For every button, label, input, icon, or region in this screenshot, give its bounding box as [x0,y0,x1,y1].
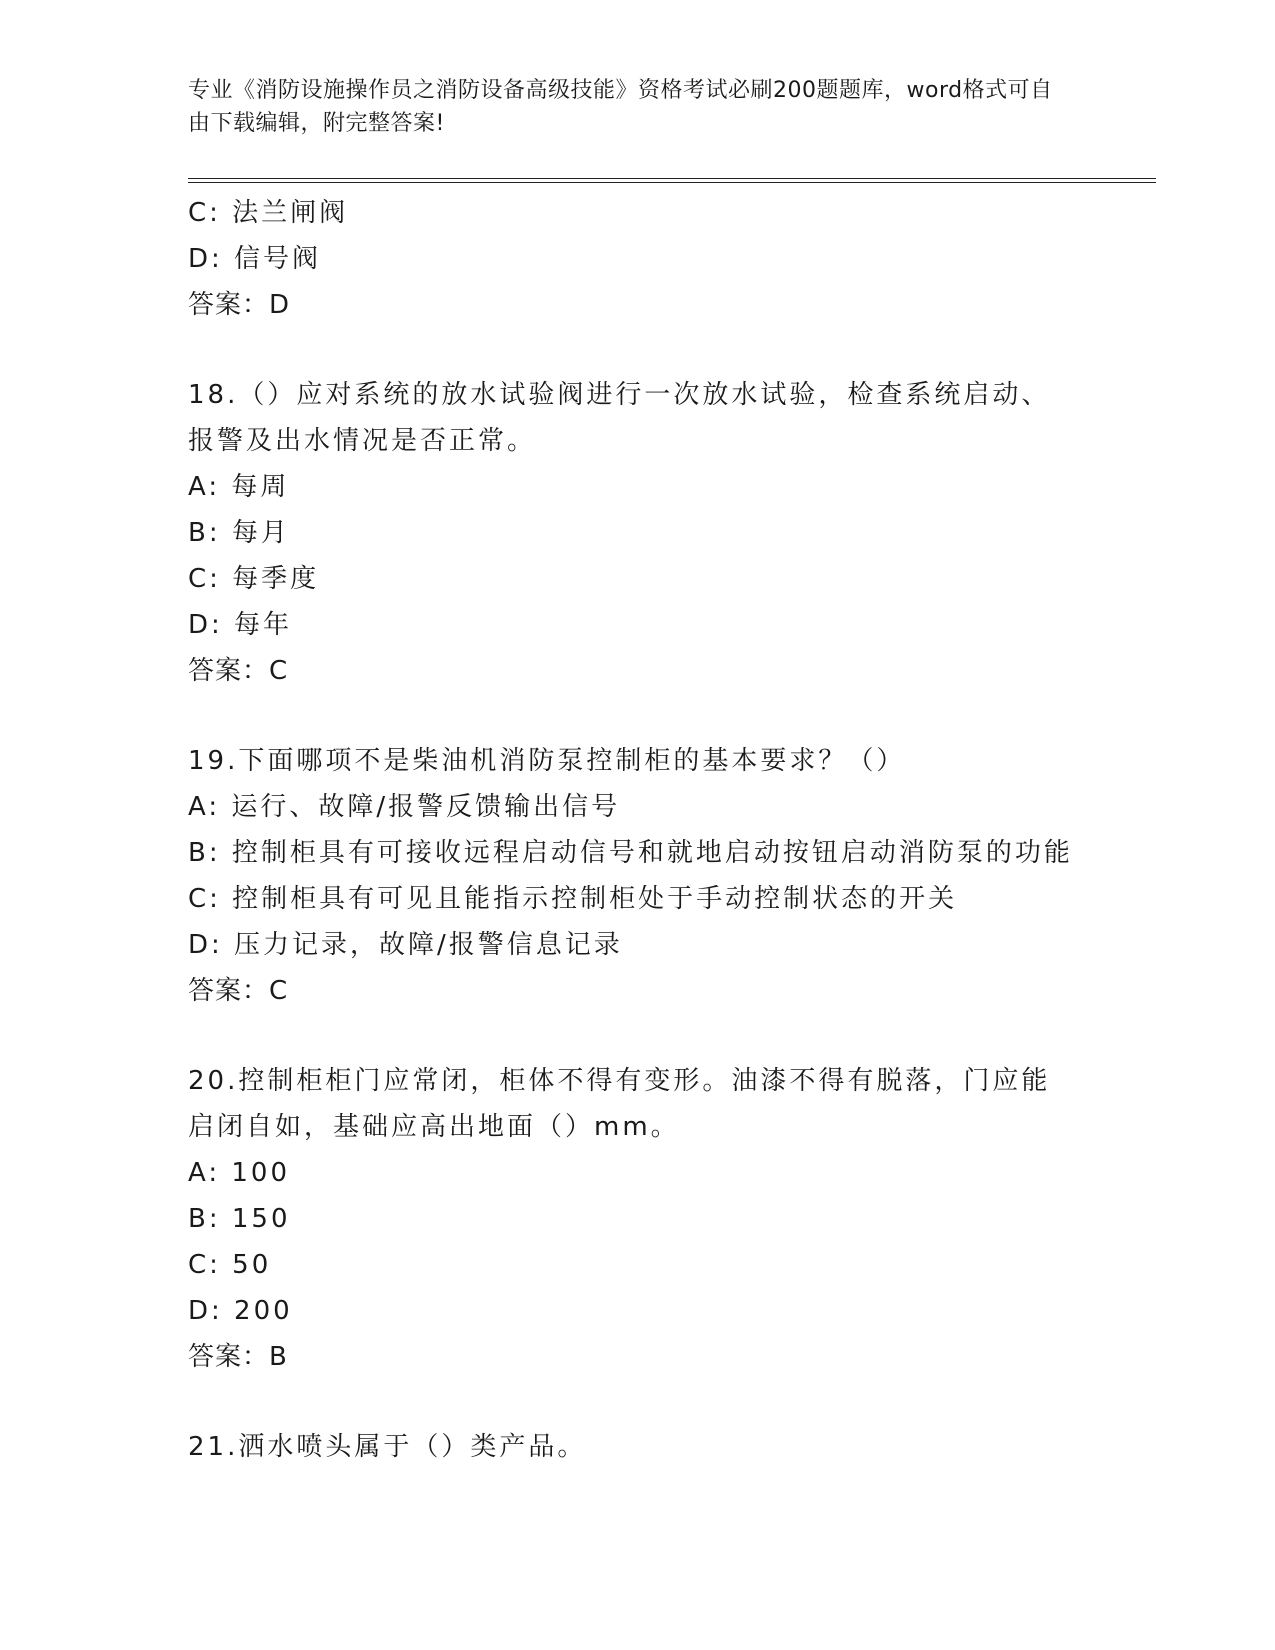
question-20 [188,1058,1088,1380]
option-d: D: 信号阀 [188,244,322,274]
option-d: D: 压力记录，故障/报警信息记录 [188,930,623,960]
answer: 答案：C [188,656,289,686]
answer: 答案：C [188,976,289,1006]
option-b: B: 每月 [188,518,290,548]
answer: 答案：D [188,290,291,320]
option-a: A: 100 [188,1158,290,1188]
question-21 [188,1424,1088,1470]
answer: 答案：B [188,1342,288,1372]
option-d: D: 200 [188,1296,293,1326]
question-18 [188,372,1088,694]
prev-question-tail [188,190,1088,328]
option-a: A: 运行、故障/报警反馈输出信号 [188,792,621,822]
document-body [188,190,1088,1470]
page-header: 专业《消防设施操作员之消防设备高级技能》资格考试必刷200题题库，word格式可自由下载编辑，附完整答案! [188,78,1053,136]
option-b: B: 150 [188,1204,291,1234]
question-text: 20.控制柜柜门应常闭，柜体不得有变形。油漆不得有脱落，门应能启闭自如，基础应高出地面（）mm。 [188,1066,1051,1142]
question-19 [188,738,1088,1014]
option-d: D: 每年 [188,610,293,640]
option-c: C: 每季度 [188,564,320,594]
option-c: C: 50 [188,1250,272,1280]
question-text: 21.洒水喷头属于（）类产品。 [188,1432,587,1462]
header-rule [188,178,1156,183]
question-text: 19.下面哪项不是柴油机消防泵控制柜的基本要求？（） [188,746,906,776]
option-a: A: 每周 [188,472,290,502]
option-b: B: 控制柜具有可接收远程启动信号和就地启动按钮启动消防泵的功能 [188,838,1073,868]
question-text: 18.（）应对系统的放水试验阀进行一次放水试验，检查系统启动、报警及出水情况是否正常。 [188,380,1051,456]
option-c: C: 控制柜具有可见且能指示控制柜处于手动控制状态的开关 [188,884,958,914]
option-c: C: 法兰闸阀 [188,198,349,228]
